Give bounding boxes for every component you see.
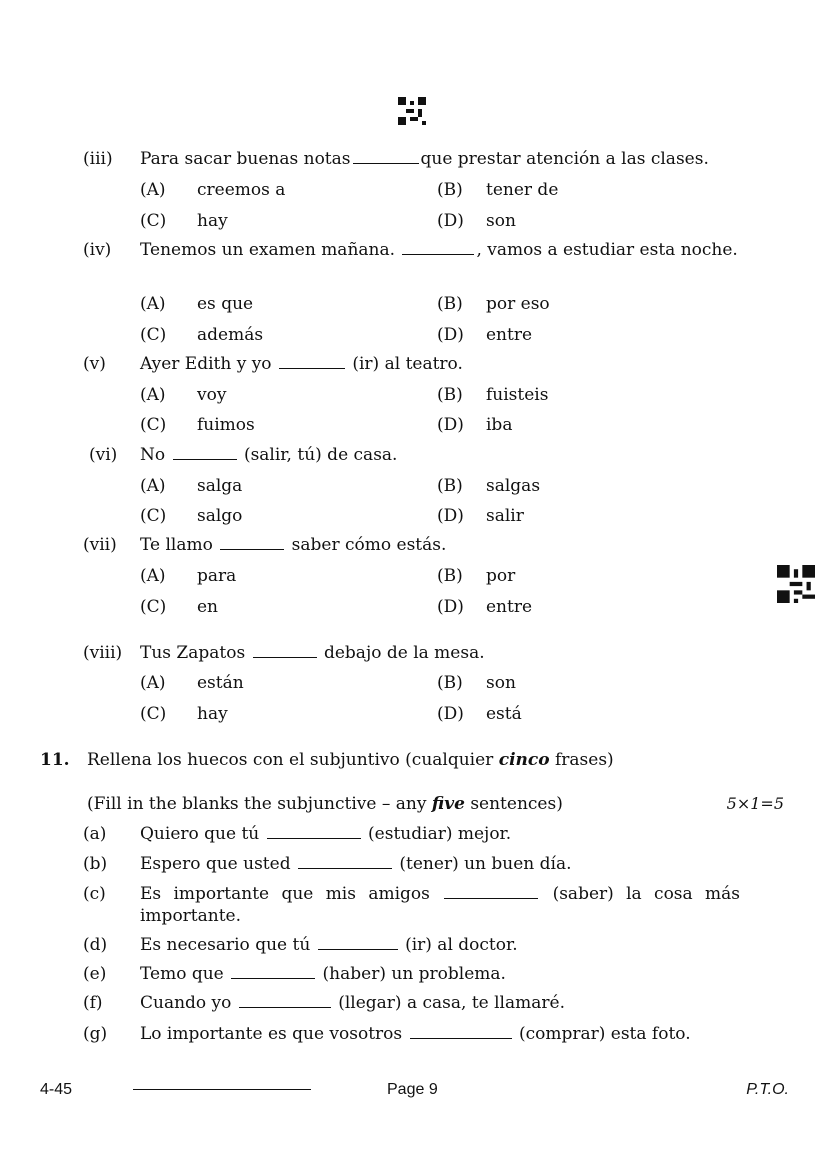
option-label: (B)	[437, 180, 463, 200]
item-text: Temo que (haber) un problema.	[140, 964, 506, 984]
option-text: entre	[486, 325, 533, 345]
option-label: (A)	[140, 476, 166, 496]
option-label: (A)	[140, 673, 166, 693]
option-text: creemos a	[197, 180, 286, 200]
question-text: Ayer Edith y yo (ir) al teatro.	[140, 354, 463, 374]
option-label: (A)	[140, 566, 166, 586]
option-label: (D)	[437, 211, 464, 231]
question-number: (viii)	[83, 643, 123, 663]
option-text: salgo	[197, 506, 243, 526]
footer-divider	[133, 1089, 311, 1090]
item-label: (f)	[83, 993, 103, 1013]
option-text: son	[486, 211, 516, 231]
question-number: (iii)	[83, 149, 113, 169]
option-text: salgas	[486, 476, 541, 496]
item-label: (b)	[83, 854, 108, 874]
item-text: Cuando yo (llegar) a casa, te llamaré.	[140, 993, 565, 1013]
option-label: (B)	[437, 385, 463, 405]
option-label: (A)	[140, 385, 166, 405]
option-label: (C)	[140, 506, 167, 526]
question-number: (vii)	[83, 535, 117, 555]
pto-label: P.T.O.	[746, 1081, 789, 1098]
section-title: Rellena los huecos con el subjuntivo (cualquier cinco frases)	[87, 750, 614, 770]
option-text: en	[197, 597, 219, 617]
option-text: está	[486, 704, 522, 724]
option-label: (C)	[140, 325, 167, 345]
item-label: (c)	[83, 884, 106, 904]
item-label: (g)	[83, 1024, 108, 1044]
option-label: (C)	[140, 597, 167, 617]
item-text: Espero que usted (tener) un buen día.	[140, 854, 572, 874]
option-text: iba	[486, 415, 513, 435]
option-text: entre	[486, 597, 533, 617]
option-label: (B)	[437, 476, 463, 496]
option-text: fuimos	[197, 415, 255, 435]
option-label: (D)	[437, 325, 464, 345]
question-number: (v)	[83, 354, 106, 374]
question-number: (iv)	[83, 240, 112, 260]
option-label: (B)	[437, 294, 463, 314]
item-label: (d)	[83, 935, 108, 955]
option-text: salga	[197, 476, 243, 496]
item-label: (e)	[83, 964, 107, 984]
option-text: están	[197, 673, 244, 693]
question-number: (vi)	[89, 445, 118, 465]
qr-code-top-icon	[398, 97, 426, 125]
section-number: 11.	[40, 750, 70, 770]
option-label: (D)	[437, 597, 464, 617]
option-label: (B)	[437, 566, 463, 586]
marks-label: 5×1=5	[726, 794, 784, 813]
option-label: (C)	[140, 415, 167, 435]
question-text: Te llamo saber cómo estás.	[140, 535, 447, 555]
paper-code: 4-45	[40, 1081, 73, 1098]
option-text: además	[197, 325, 264, 345]
option-label: (C)	[140, 211, 167, 231]
option-text: son	[486, 673, 516, 693]
item-label: (a)	[83, 824, 107, 844]
question-text: No (salir, tú) de casa.	[140, 445, 398, 465]
option-text: hay	[197, 211, 228, 231]
item-text: Es importante que mis amigos (saber) la cosa más importante.	[140, 884, 740, 926]
option-text: tener de	[486, 180, 559, 200]
option-text: por eso	[486, 294, 550, 314]
option-label: (D)	[437, 506, 464, 526]
question-text: Tenemos un examen mañana. , vamos a estudiar esta noche.	[140, 240, 738, 260]
option-label: (A)	[140, 180, 166, 200]
option-label: (A)	[140, 294, 166, 314]
qr-code-side-icon	[776, 565, 816, 603]
option-text: fuisteis	[486, 385, 549, 405]
item-text: Es necesario que tú (ir) al doctor.	[140, 935, 518, 955]
item-text: Quiero que tú (estudiar) mejor.	[140, 824, 512, 844]
item-text: Lo importante es que vosotros (comprar) esta foto.	[140, 1024, 691, 1044]
question-text: Para sacar buenas notas que prestar atención a las clases.	[140, 149, 709, 169]
option-text: salir	[486, 506, 524, 526]
question-text: Tus Zapatos debajo de la mesa.	[140, 643, 485, 663]
option-text: para	[197, 566, 237, 586]
option-text: es que	[197, 294, 254, 314]
option-text: por	[486, 566, 516, 586]
option-text: hay	[197, 704, 228, 724]
option-label: (C)	[140, 704, 167, 724]
page-number: Page 9	[387, 1081, 438, 1098]
option-text: voy	[197, 385, 227, 405]
section-subtitle: (Fill in the blanks the subjunctive – any five sentences)	[87, 794, 563, 814]
option-label: (D)	[437, 704, 464, 724]
option-label: (B)	[437, 673, 463, 693]
option-label: (D)	[437, 415, 464, 435]
